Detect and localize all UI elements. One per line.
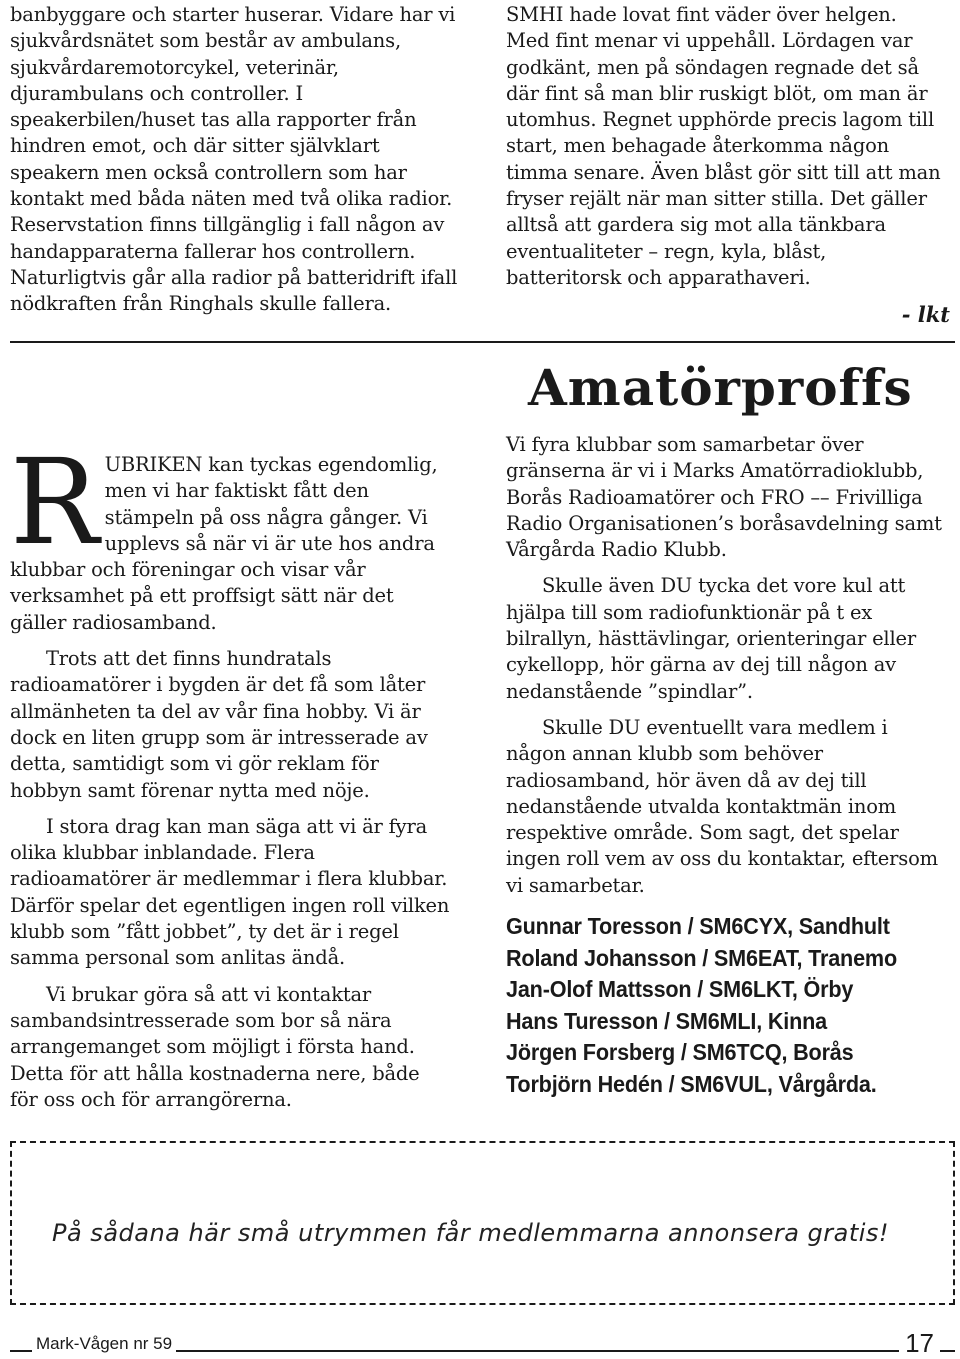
article-paragraph: Trots att det finns hundratals radioamatörer i bygden är det få som låter allmänheten ta del av vår fina hobby. Vi är dock en liten grupp som är intresserade av detta, samtidigt som vi gör reklam för hobbyn samt förenar nytta med nöje. [10, 647, 428, 802]
classified-ad-box [10, 1141, 955, 1305]
top-right-paragraph: SMHI hade lovat fint väder över helgen. Med fint menar vi uppehåll. Lördagen var godkänt, men på söndagen regnade det så där fint så man blir ruskigt blöt, om man är utomhus. Regnet upphörde precis lagom till start, men behagade återkomma någon timma senare. Även blåst gör sitt till att man fryser rejält när man sitter stilla. Det gäller alltså att gardera sig mot alla tänkbara eventualiteter – regn, kyla, blåst, batteritorsk och apparathaveri. [506, 3, 941, 289]
article-paragraph: Vi brukar göra så att vi kontaktar sambandsintresserade som bor så nära arrangemanget som möjligt i första hand. Detta för att hålla kostnaderna nere, både för oss och för arrangörerna. [10, 982, 420, 1111]
contact-item: Roland Johansson / SM6EAT, Tranemo [506, 944, 897, 971]
lead-caps: UBRIKEN [104, 453, 203, 476]
top-left-paragraph: banbyggare och starter huserar. Vidare har vi sjukvårdsnätet som består av ambulans, sjukvårdaremotorcykel, veterinär, djurambulans och controller. I speakerbilen/huset tas alla rapporter från hindren emot, och där sitter självklart speakern men också controllern som har kontakt med båda näten med två olika radior. Reservstation finns tillgänglig i fall någon av handapparaterna fallerar hos controllern. Naturligtvis går alla radior på batteridrift ifall nödkraften från Ringhals skulle fallera. [10, 3, 458, 316]
article-right-column [506, 432, 946, 1100]
article-left-column [10, 433, 450, 1113]
article-heading: Amatörproffs [528, 358, 913, 417]
footer-page-number: 17 [899, 1328, 940, 1359]
lead-text: kan tyckas egendomlig, men vi har faktiskt fått den stämpeln på oss några gånger. Vi upplevs så när vi är ute hos andra klubbar och föreningar och visar vår verksamhet på ett proffsigt sätt när det gäller radiosamband. [10, 453, 438, 634]
footer-magazine-name: Mark-Vågen nr 59 [32, 1334, 176, 1354]
contact-item: Hans Turesson / SM6MLI, Kinna [506, 1007, 828, 1034]
contact-item: Torbjörn Hedén / SM6VUL, Vårgårda. [506, 1070, 877, 1097]
article-paragraph: Vi fyra klubbar som samarbetar över gränserna är vi i Marks Amatörradioklubb, Borås Radioamatörer och FRO –– Frivilliga Radio Organisationen’s boråsavdelning samt Vårgårda Radio Klubb. [506, 433, 942, 562]
contact-list [506, 911, 946, 1100]
article-paragraph: Skulle DU eventuellt vara medlem i någon annan klubb som behöver radiosamband, hör även då av dej till nedanstående utvalda kontaktmän inom respektive område. Som sagt, det spelar ingen roll vem av oss du kontaktar, eftersom vi samarbetar. [506, 715, 938, 897]
contact-item: Gunnar Toresson / SM6CYX, Sandhult [506, 913, 890, 940]
section-divider [10, 341, 955, 343]
contact-item: Jörgen Forsberg / SM6TCQ, Borås [506, 1039, 854, 1066]
article-paragraph: Skulle även DU tycka det vore kul att hjälpa till som radiofunktionär på t ex bilrallyn, hästtävlingar, orienteringar eller cykellopp, hör gärna av dej till någon av nedanstående ”spindlar”. [506, 574, 916, 703]
dropcap-letter: R [10, 433, 99, 571]
lead-paragraph [10, 433, 450, 636]
top-right-column [506, 2, 946, 291]
author-signature: - lkt [901, 302, 950, 327]
classified-ad-text: På sådana här små utrymmen får medlemmarna annonsera gratis! [52, 1219, 890, 1247]
article-paragraph: I stora drag kan man säga att vi är fyra olika klubbar inblandade. Flera radioamatörer är medlemmar i flera klubbar. Därför spelar det egentligen ingen roll vilken klubb som ”fått jobbet”, ty det är i regel samma personal som anlitas ändå. [10, 814, 450, 970]
contact-item: Jan-Olof Mattsson / SM6LKT, Örby [506, 976, 854, 1003]
top-left-column [10, 2, 470, 318]
